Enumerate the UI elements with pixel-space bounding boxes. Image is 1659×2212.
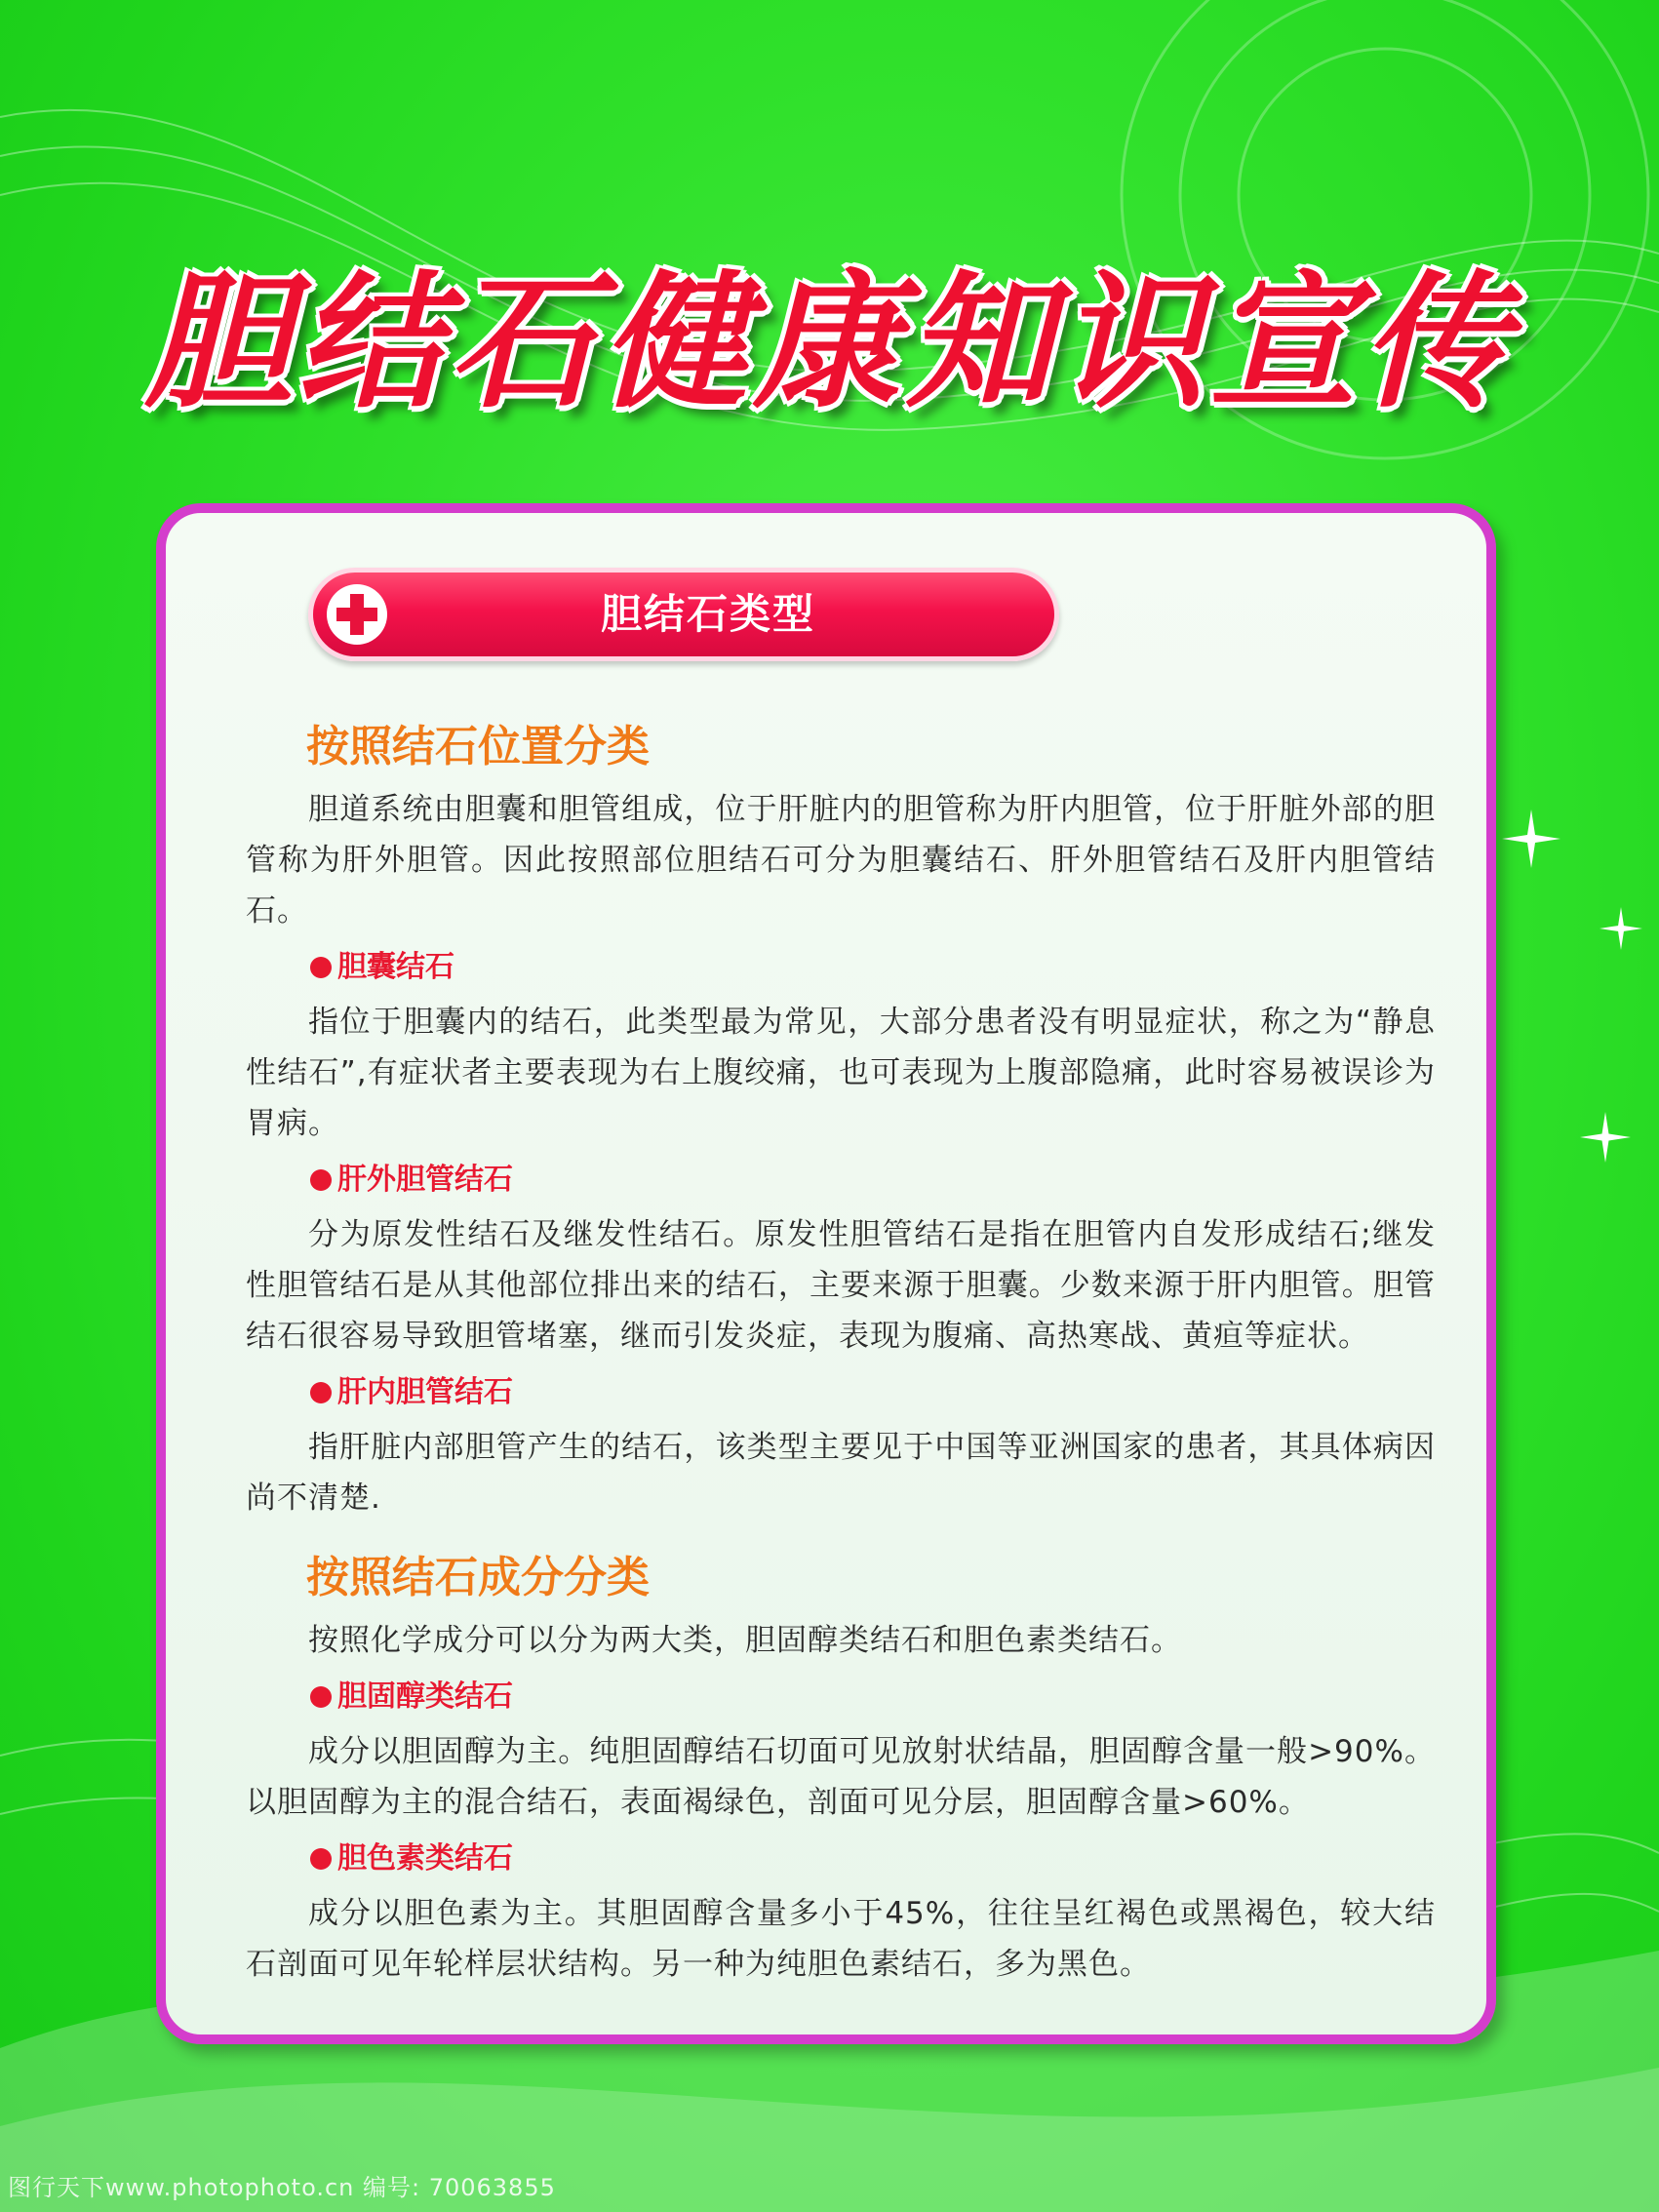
section-intro-composition: 按照化学成分可以分为两大类，胆固醇类结石和胆色素类结石。 [308, 1623, 1182, 1658]
bullet-label: 肝外胆管结石 [337, 1163, 513, 1197]
bullet-dot-icon [310, 1382, 332, 1403]
bullet-text: 指肝脏内部胆管产生的结石，该类型主要见于中国等亚洲国家的患者，其具体病因尚不清楚. [246, 1430, 1436, 1516]
watermark: 图行天下www.photophoto.cn 编号: 70063855 [8, 2174, 556, 2201]
content-panel [156, 503, 1496, 2044]
banner-label: 胆结石类型 [600, 590, 815, 638]
sparkle-icon [1600, 907, 1642, 950]
bullet-text: 分为原发性结石及继发性结石。原发性胆管结石是指在胆管内自发形成结石;继发性胆管结石是从其他部位排出来的结石，主要来源于胆囊。少数来源于肝内胆管。胆管结石很容易导致胆管堵塞，继而引发炎症，表现为腹痛、高热寒战、黄疸等症状。 [246, 1217, 1436, 1354]
bullet-item [246, 946, 1436, 989]
bullet-dot-icon [310, 957, 332, 978]
bullet-item [246, 1837, 1436, 1880]
bullet-label: 胆固醇类结石 [337, 1679, 513, 1714]
bullet-dot-icon [310, 1848, 332, 1870]
bullet-text: 成分以胆固醇为主。纯胆固醇结石切面可见放射状结晶，胆固醇含量一般>90%。以胆固醇为主的混合结石，表面褐绿色，剖面可见分层，胆固醇含量>60%。 [246, 1734, 1436, 1820]
bullet-item [246, 1371, 1436, 1414]
bullet-item [246, 1676, 1436, 1718]
content-body [246, 718, 1436, 1990]
section-banner [308, 568, 1059, 661]
bullet-dot-icon [310, 1686, 332, 1708]
medical-cross-icon [327, 584, 387, 645]
sparkle-icon [1502, 810, 1560, 868]
section-intro-location: 胆道系统由胆囊和胆管组成，位于肝脏内的胆管称为肝内胆管，位于肝脏外部的胆管称为肝外胆管。因此按照部位胆结石可分为胆囊结石、肝外胆管结石及肝内胆管结石。 [246, 792, 1436, 928]
bullet-label: 胆色素类结石 [337, 1841, 513, 1876]
bullet-label: 肝内胆管结石 [337, 1375, 513, 1409]
section-heading-location: 按照结石位置分类 [306, 722, 650, 771]
bullet-text: 成分以胆色素为主。其胆固醇含量多小于45%，往往呈红褐色或黑褐色，较大结石剖面可见年轮样层状结构。另一种为纯胆色素结石，多为黑色。 [246, 1896, 1436, 1982]
poster-title: 胆结石健康知识宣传 [144, 257, 1515, 428]
bullet-dot-icon [310, 1169, 332, 1191]
section-heading-composition: 按照结石成分分类 [306, 1553, 650, 1602]
sparkle-icon [1580, 1112, 1631, 1163]
bullet-text: 指位于胆囊内的结石，此类型最为常见，大部分患者没有明显症状，称之为“静息性结石”,有症状者主要表现为右上腹绞痛，也可表现为上腹部隐痛，此时容易被误诊为胃病。 [246, 1005, 1436, 1141]
bullet-label: 胆囊结石 [337, 950, 454, 984]
bullet-item [246, 1159, 1436, 1202]
